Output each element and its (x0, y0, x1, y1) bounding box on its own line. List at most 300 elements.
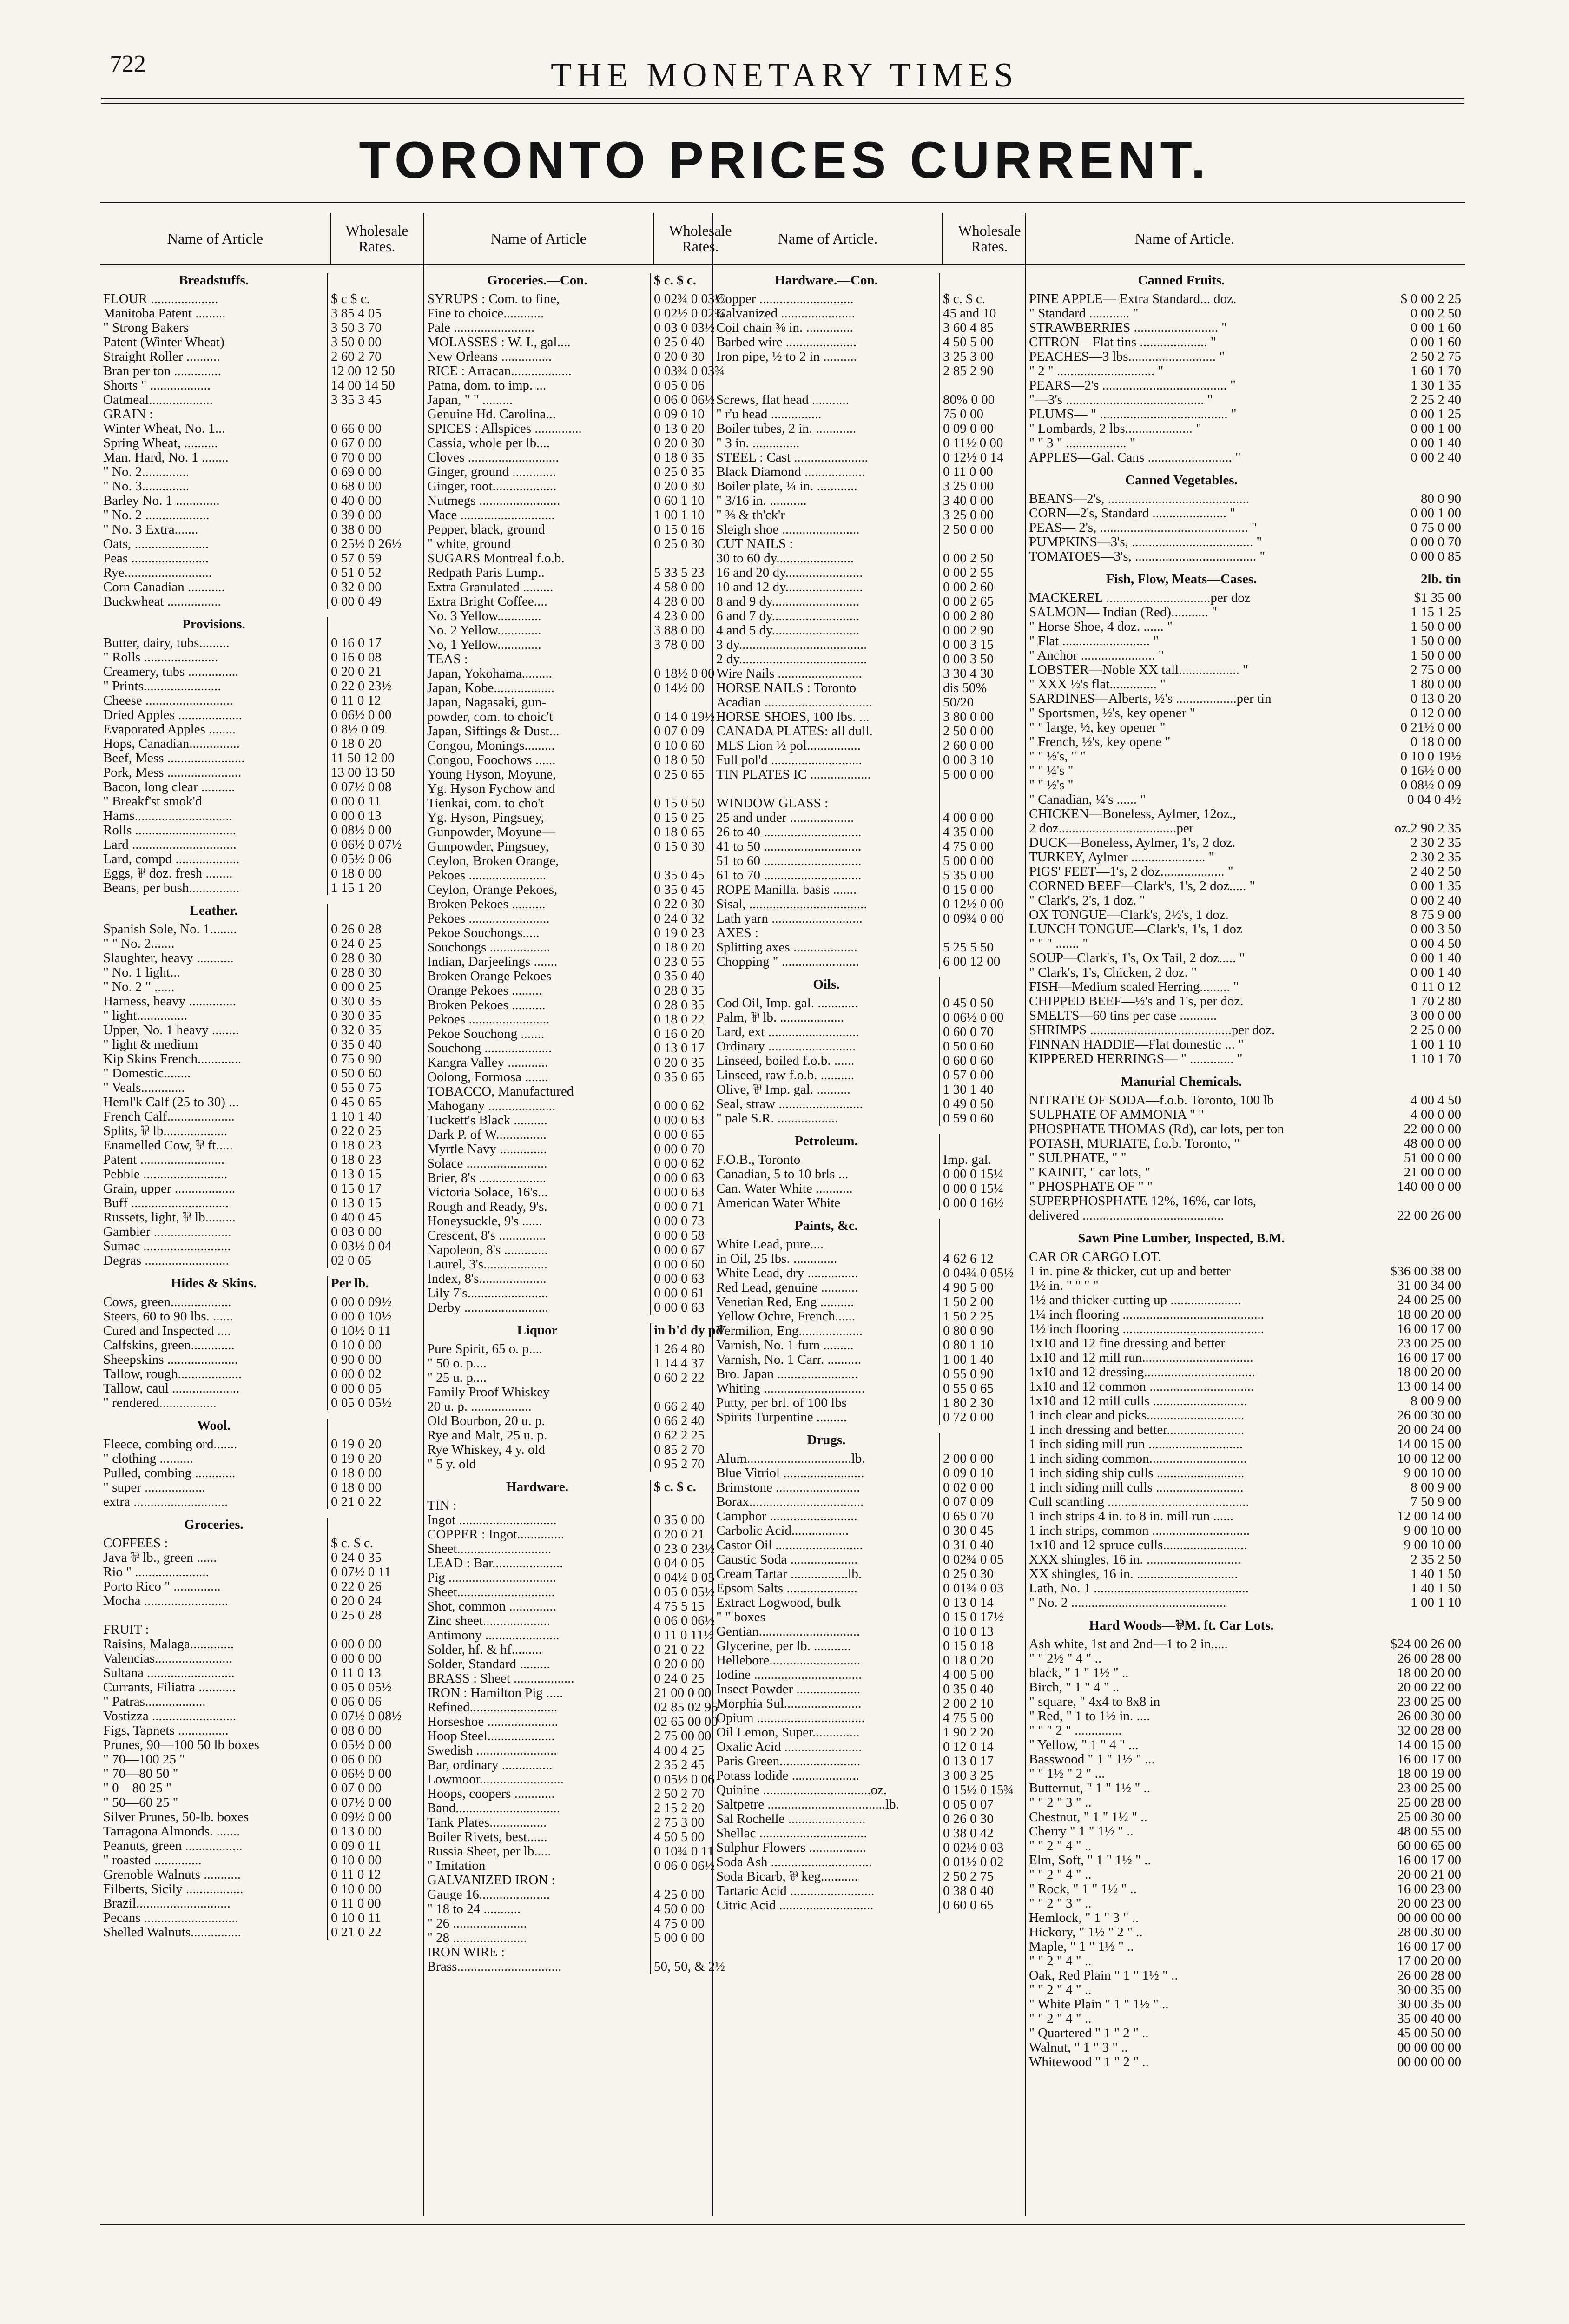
price-row (1026, 1882, 1465, 1896)
wholesale-rate: 0 00 0 85 (1411, 549, 1461, 564)
price-row (1026, 506, 1465, 521)
wholesale-rate: $ c $ c. (327, 292, 423, 306)
article-name: TIN : (427, 1499, 457, 1513)
wholesale-rate: 0 26 0 30 (939, 1812, 1036, 1826)
price-row (1026, 306, 1465, 321)
wholesale-rate: 16 00 17 00 (1397, 1351, 1461, 1365)
wholesale-rate: 14 00 15 00 (1397, 1738, 1461, 1752)
article-name: 20 u. p. .................. (427, 1400, 532, 1414)
price-row (100, 722, 423, 737)
article-name: DUCK—Boneless, Aylmer, 1's, 2 doz. (1029, 836, 1236, 850)
article-name: " Standard ............ " (1029, 306, 1139, 321)
article-name: Buckwheat ................ (103, 594, 221, 609)
wholesale-rate: 5 00 0 00 (650, 1931, 747, 1945)
price-row (424, 1729, 747, 1743)
wholesale-rate: 0 00 0 70 (650, 1142, 747, 1156)
wholesale-rate: 6 00 12 00 (939, 955, 1036, 969)
price-row (100, 1295, 423, 1309)
article-name: Patna, dom. to imp. ... (427, 378, 547, 393)
article-name: " Lombards, 2 lbs.................... " (1029, 422, 1201, 436)
article-name: TOMATOES—3's, .................................... " (1029, 549, 1266, 564)
wholesale-rate: 1 00 1 10 (1411, 1596, 1461, 1610)
price-row (713, 450, 1036, 465)
article-name: 1 inch siding mill culls .......................... (1029, 1480, 1244, 1495)
wholesale-rate: 16 00 17 00 (1397, 1322, 1461, 1336)
wholesale-rate: 0 20 0 30 (650, 479, 747, 494)
article-name: Insect Powder ................... (716, 1682, 861, 1697)
price-row (713, 1524, 1036, 1538)
wholesale-rate: 4 75 5 15 (650, 1599, 747, 1614)
article-name: Souchong .................... (427, 1041, 552, 1056)
price-row (100, 465, 423, 479)
price-row (1026, 335, 1465, 350)
price-row (424, 1457, 747, 1472)
wholesale-rate: 0 09¾ 0 00 (939, 911, 1036, 926)
article-name: Sal Rochelle ....................... (716, 1812, 866, 1826)
article-name: White Lead, pure.... (716, 1237, 824, 1252)
article-name: " 70—100 25 " (103, 1752, 185, 1767)
wholesale-rate: 0 15 0 17½ (939, 1610, 1036, 1624)
article-name: " " 2½ " 4 " .. (1029, 1651, 1102, 1666)
wholesale-rate: 0 00 0 05 (327, 1381, 423, 1396)
wholesale-rate: 5 33 5 23 (650, 566, 747, 580)
price-row (100, 350, 423, 364)
price-row (424, 739, 747, 753)
price-row (100, 1551, 423, 1565)
wholesale-rate: 18 00 20 00 (1397, 1666, 1461, 1680)
price-row (713, 1769, 1036, 1783)
wholesale-rate: 0 45 0 65 (327, 1095, 423, 1109)
article-name: KIPPERED HERRINGS— " ............. " (1029, 1052, 1243, 1066)
article-name: Spirits Turpentine ......... (716, 1410, 847, 1425)
wholesale-rate: 0 18 0 23 (327, 1153, 423, 1167)
wholesale-rate: 0 75 0 90 (327, 1052, 423, 1066)
wholesale-rate: 9 00 10 00 (1404, 1466, 1461, 1480)
price-row (424, 1888, 747, 1902)
price-row (713, 1338, 1036, 1353)
wholesale-rate: 1 50 0 00 (1411, 648, 1461, 663)
page-number: 722 (110, 51, 146, 77)
wholesale-rate (1337, 273, 1465, 292)
wholesale-rate: 1 50 0 00 (1411, 634, 1461, 648)
price-row (100, 1182, 423, 1196)
wholesale-rate: 0 15 0 00 (939, 883, 1036, 897)
article-name: IRON WIRE : (427, 1945, 505, 1960)
price-row (424, 1787, 747, 1801)
price-row (424, 422, 747, 436)
price-row (713, 1596, 1036, 1610)
price-row (1026, 1752, 1465, 1767)
wholesale-rate (939, 782, 1036, 796)
article-name: Extract Logwood, bulk (716, 1596, 841, 1610)
article-name: 1½ in. " " " " (1029, 1279, 1099, 1293)
article-name: APPLES—Gal. Cans ......................... " (1029, 450, 1241, 465)
article-name: Kangra Valley ............ (427, 1056, 548, 1070)
price-row (1026, 1394, 1465, 1408)
article-name: Solder, hf. & hf......... (427, 1643, 542, 1657)
article-name: Solder, Standard ......... (427, 1657, 550, 1671)
wholesale-rate: 0 13 0 17 (939, 1754, 1036, 1769)
column-header-name: Name of Article. (778, 230, 878, 247)
price-row (713, 350, 1036, 364)
wholesale-rate: oz.2 90 2 35 (1394, 821, 1461, 836)
section-heading (100, 895, 423, 922)
price-row (1026, 1093, 1465, 1108)
article-name: " 5 y. old (427, 1457, 476, 1472)
wholesale-rate: 0 00 2 55 (939, 566, 1036, 580)
wholesale-rate: 0 00 2 80 (939, 609, 1036, 623)
section-title: Sawn Pine Lumber, Inspected, B.M. (1078, 1231, 1285, 1246)
article-name: Soda Ash .............................. (716, 1855, 872, 1869)
article-name: " Strong Bakers (103, 321, 189, 335)
price-row (100, 751, 423, 766)
article-name: 1 inch strips, common ............................. (1029, 1524, 1250, 1538)
wholesale-rate: 4 28 0 00 (650, 594, 747, 609)
article-name: 16 and 20 dy....................... (716, 566, 863, 580)
article-name: Man. Hard, No. 1 ........ (103, 450, 229, 465)
price-row (713, 1812, 1036, 1826)
wholesale-rate: 0 00 0 65 (650, 1128, 747, 1142)
price-row (424, 1671, 747, 1686)
wholesale-rate: 0 24 0 32 (650, 911, 747, 926)
wholesale-rate: 0 09 0 10 (939, 1466, 1036, 1480)
price-row (424, 1142, 747, 1156)
wholesale-rate: 20 00 23 00 (1397, 1896, 1461, 1911)
article-name: 10 and 12 dy....................... (716, 580, 863, 594)
price-row (713, 1266, 1036, 1281)
article-name: " KAINIT, " car lots, " (1029, 1165, 1151, 1180)
price-row (100, 1309, 423, 1324)
article-name: STEEL : Cast ...................... (716, 450, 868, 465)
price-row (1026, 749, 1465, 764)
price-row (424, 1200, 747, 1214)
wholesale-rate (327, 1419, 423, 1437)
article-name: Boiler Rivets, best...... (427, 1830, 547, 1844)
wholesale-rate: 2 50 0 00 (939, 522, 1036, 537)
price-row (100, 321, 423, 335)
wholesale-rate: 0 06 0 06½ (650, 393, 747, 407)
column-header (424, 213, 747, 265)
article-name: Varnish, No. 1 furn ......... (716, 1338, 854, 1353)
article-name: Genuine Hd. Carolina... (427, 407, 556, 422)
article-name: " Yellow, " 1 " 4 " ... (1029, 1738, 1139, 1752)
article-name: Tarragona Almonds. ....... (103, 1824, 240, 1839)
wholesale-rate (327, 407, 423, 422)
section-title: Provisions. (182, 617, 245, 632)
wholesale-rate: 0 12 0 00 (1411, 706, 1461, 720)
article-name: Pale ........................ (427, 321, 535, 335)
price-row (100, 1853, 423, 1868)
section-heading (100, 1410, 423, 1437)
wholesale-rate: 2 75 0 00 (1411, 663, 1461, 677)
price-row (1026, 350, 1465, 364)
price-row (1026, 1940, 1465, 1954)
article-name: Sultana .......................... (103, 1666, 235, 1680)
article-name: " 3/16 in. ........... (716, 494, 807, 508)
wholesale-rate: 0 00 0 73 (650, 1214, 747, 1228)
wholesale-rate: 3 60 4 85 (939, 321, 1036, 335)
price-row (713, 955, 1036, 969)
article-name: Mahogany .................... (427, 1099, 556, 1113)
wholesale-rate: 0 00 2 40 (1411, 893, 1461, 908)
price-row (713, 782, 1036, 796)
article-name: Screws, flat head ........... (716, 393, 849, 407)
wholesale-rate: 0 38 0 42 (939, 1826, 1036, 1841)
wholesale-rate: 0 72 0 00 (939, 1410, 1036, 1425)
price-row (1026, 1279, 1465, 1293)
article-name: Butternut, " 1 " 1½ " .. (1029, 1781, 1151, 1796)
price-row (100, 809, 423, 823)
price-row (424, 465, 747, 479)
article-name: Seal, straw ......................... (716, 1097, 863, 1111)
wholesale-rate: 0 80 0 90 (939, 1324, 1036, 1338)
price-row (424, 1214, 747, 1228)
column-header-rates (1343, 213, 1465, 264)
article-name: Laurel, 3's................... (427, 1257, 547, 1272)
price-row (1026, 1408, 1465, 1423)
wholesale-rate: 0 28 0 30 (327, 965, 423, 980)
price-row (713, 1480, 1036, 1495)
price-row (713, 1797, 1036, 1812)
wholesale-rate: 0 00 0 63 (650, 1113, 747, 1128)
article-name: Cherry " 1 " 1½ " .. (1029, 1824, 1134, 1839)
wholesale-rate: 0 21 0 22 (327, 1495, 423, 1509)
price-row (1026, 1581, 1465, 1596)
price-row (100, 1495, 423, 1509)
wholesale-rate: 0 00 1 40 (1411, 436, 1461, 450)
wholesale-rate: 1 15 1 25 (1411, 605, 1461, 620)
price-row (713, 465, 1036, 479)
article-name (713, 782, 939, 796)
wholesale-rate: 0 95 2 70 (650, 1457, 747, 1472)
wholesale-rate (939, 977, 1036, 996)
article-name: Vermilion, Eng................... (716, 1324, 863, 1338)
price-row (1026, 1180, 1465, 1194)
price-row (713, 1725, 1036, 1740)
price-row (713, 1054, 1036, 1068)
article-name: STRAWBERRIES ......................... " (1029, 321, 1227, 335)
article-name: Horseshoe ..................... (427, 1715, 558, 1729)
wholesale-rate: 00 00 00 00 (1397, 1911, 1461, 1925)
price-row (424, 1599, 747, 1614)
article-name: BRASS : Sheet .................. (427, 1671, 574, 1686)
article-name: " 26 ...................... (427, 1916, 527, 1931)
price-row (1026, 706, 1465, 720)
article-name: F.O.B., Toronto (716, 1153, 801, 1167)
section-heading (713, 1425, 1036, 1452)
price-row (1026, 605, 1465, 620)
price-row (100, 1824, 423, 1839)
price-row (424, 1443, 747, 1457)
price-row (713, 796, 1036, 811)
price-row (100, 1210, 423, 1225)
article-name: Mocha ......................... (103, 1594, 229, 1608)
section-heading (100, 1509, 423, 1536)
wholesale-rate: 4 75 0 00 (650, 1916, 747, 1931)
wholesale-rate (1337, 807, 1465, 821)
price-row (424, 883, 747, 897)
article-name: Saltpetre ...................................lb. (716, 1797, 899, 1812)
wholesale-rate: 2 00 0 00 (939, 1452, 1036, 1466)
wholesale-rate: 0 50 0 60 (327, 1066, 423, 1081)
article-name: 1½ inch flooring .......................................... (1029, 1322, 1264, 1336)
price-row (100, 1023, 423, 1037)
wholesale-rate: 0 05½ 0 00 (327, 1738, 423, 1752)
price-row (1026, 2040, 1465, 2055)
wholesale-rate: 0 03½ 0 04 (327, 1239, 423, 1254)
article-name: Beef, Mess ....................... (103, 751, 245, 766)
article-name: Fine to choice............ (427, 306, 544, 321)
price-row (713, 508, 1036, 522)
article-name: Barbed wire ..................... (716, 335, 857, 350)
article-name: Patent (Winter Wheat) (103, 335, 224, 350)
wholesale-rate: 5 35 0 00 (939, 868, 1036, 883)
article-name: Broken Orange Pekoes (427, 969, 552, 984)
article-name: Pekoes ........................ (427, 1012, 550, 1027)
article-name: CORN—2's, Standard ...................... " (1029, 506, 1236, 521)
price-row (713, 825, 1036, 839)
price-row (713, 868, 1036, 883)
section-title: Paints, &c. (794, 1219, 858, 1233)
article-name: Quinine ................................oz. (716, 1783, 887, 1797)
section-heading (713, 265, 1036, 292)
wholesale-rate: 17 00 20 00 (1397, 1954, 1461, 1968)
price-row (1026, 378, 1465, 393)
article-name: " 25 u. p.... (427, 1371, 487, 1385)
column-header-name: Name of Article (490, 230, 587, 247)
article-name: Butter, dairy, tubs......... (103, 636, 230, 650)
wholesale-rate: 0 05 0 06 (650, 378, 747, 393)
price-row (1026, 1868, 1465, 1882)
price-row (1026, 663, 1465, 677)
article-name: NITRATE OF SODA—f.o.b. Toronto, 100 lb (1029, 1093, 1274, 1108)
article-name: Peanuts, green ................. (103, 1839, 243, 1853)
price-row (1026, 1596, 1465, 1610)
article-name: Grain, upper .................. (103, 1182, 236, 1196)
price-row (424, 393, 747, 407)
article-name: " " 2 " 3 " .. (1029, 1796, 1092, 1810)
wholesale-rate: 0 06 0 06½ (650, 1859, 747, 1873)
wholesale-rate: 0 15 0 25 (650, 811, 747, 825)
price-row (100, 980, 423, 994)
price-row (100, 1338, 423, 1353)
article-name (713, 378, 939, 393)
wholesale-rate: 1 00 1 40 (939, 1353, 1036, 1367)
wholesale-rate: 4 00 4 50 (1411, 1093, 1461, 1108)
price-row (100, 693, 423, 708)
section-heading (100, 609, 423, 636)
article-name: ROPE Manilla. basis ....... (716, 883, 857, 897)
section-heading (1026, 1610, 1465, 1637)
price-column-2 (424, 213, 747, 2216)
article-name: Whitewood " 1 " 2 " .. (1029, 2055, 1149, 2069)
wholesale-rate: 9 00 10 00 (1404, 1524, 1461, 1538)
wholesale-rate: 2 75 3 00 (650, 1816, 747, 1830)
price-row (1026, 1194, 1465, 1208)
article-name: Orange Pekoes ......... (427, 984, 542, 998)
article-name: PIGS' FEET—1's, 2 doz................... " (1029, 865, 1233, 879)
wholesale-rate: 0 18 0 20 (939, 1653, 1036, 1668)
article-name: Valencias....................... (103, 1651, 232, 1666)
price-row (424, 1099, 747, 1113)
article-name: Whiting .............................. (716, 1381, 865, 1396)
price-row (713, 854, 1036, 868)
price-row (424, 1801, 747, 1816)
article-name: Degras ......................... (103, 1254, 229, 1268)
price-row (100, 1637, 423, 1651)
wholesale-rate: 1 26 4 80 (650, 1342, 747, 1356)
wholesale-rate: 0 11 0 12 (327, 1868, 423, 1882)
article-name: " Clark's, 2's, 1 doz. " (1029, 893, 1145, 908)
price-row (713, 623, 1036, 638)
article-name: Sulphur Flowers ................. (716, 1841, 867, 1855)
article-name: Chestnut, " 1 " 1½ " .. (1029, 1810, 1147, 1824)
wholesale-rate: 26 00 30 00 (1397, 1709, 1461, 1723)
wholesale-rate: 0 00 0 70 (1411, 535, 1461, 549)
article-name: 1 inch clear and picks............................. (1029, 1408, 1245, 1423)
wholesale-rate: 0 35 0 00 (650, 1513, 747, 1527)
wholesale-rate: 0 02½ 0 02¾ (650, 306, 747, 321)
price-row (100, 794, 423, 809)
wholesale-rate: 0 24 0 25 (327, 937, 423, 951)
article-name: 1x10 and 12 common ............................... (1029, 1380, 1254, 1394)
price-row (100, 1651, 423, 1666)
price-row (100, 1911, 423, 1925)
price-row (1026, 591, 1465, 605)
section-heading (424, 1315, 747, 1342)
price-row (1026, 2055, 1465, 2069)
article-name: CANADA PLATES: all dull. (716, 724, 873, 739)
wholesale-rate: 0 22 0 23½ (327, 679, 423, 693)
wholesale-rate: 0 12½ 0 00 (939, 897, 1036, 911)
price-row (713, 479, 1036, 494)
article-name: Oak, Red Plain " 1 " 1½ " .. (1029, 1968, 1178, 1983)
price-row (713, 1153, 1036, 1167)
price-row (424, 1960, 747, 1974)
article-name: Derby ......................... (427, 1301, 548, 1315)
price-row (424, 594, 747, 609)
price-row (424, 566, 747, 580)
price-row (424, 652, 747, 667)
article-name: SULPHATE OF AMMONIA " " (1029, 1108, 1204, 1122)
price-row (713, 1538, 1036, 1552)
wholesale-rate: 7 50 9 00 (1411, 1495, 1461, 1509)
wholesale-rate: 2 60 2 70 (327, 350, 423, 364)
article-name: Elm, Soft, " 1 " 1½ " .. (1029, 1853, 1151, 1868)
wholesale-rate: 0 28 0 35 (650, 998, 747, 1012)
price-row (713, 407, 1036, 422)
price-row (713, 1295, 1036, 1309)
price-row (424, 695, 747, 710)
price-row (1026, 364, 1465, 378)
price-row (100, 580, 423, 594)
wholesale-rate: 0 60 0 65 (939, 1898, 1036, 1913)
article-name: Black Diamond .................. (716, 465, 865, 479)
article-name: Porto Rico " .............. (103, 1579, 221, 1594)
price-row (1026, 836, 1465, 850)
article-name: Paris Green........................ (716, 1754, 861, 1769)
article-name: PHOSPHATE THOMAS (Rd), car lots, per ton (1029, 1122, 1284, 1136)
article-name: " 2 " ............................. " (1029, 364, 1164, 378)
article-name: Sumac .......................... (103, 1239, 231, 1254)
wholesale-rate: 0 10 0 60 (650, 739, 747, 753)
wholesale-rate: dis 50% (939, 681, 1036, 695)
wholesale-rate: 0 66 2 40 (650, 1414, 747, 1428)
article-name: Varnish, No. 1 Carr. .......... (716, 1353, 861, 1367)
wholesale-rate: 0 70 0 00 (327, 450, 423, 465)
wholesale-rate: 140 00 0 00 (1397, 1180, 1461, 1194)
section-title: Canned Fruits. (1138, 273, 1225, 288)
